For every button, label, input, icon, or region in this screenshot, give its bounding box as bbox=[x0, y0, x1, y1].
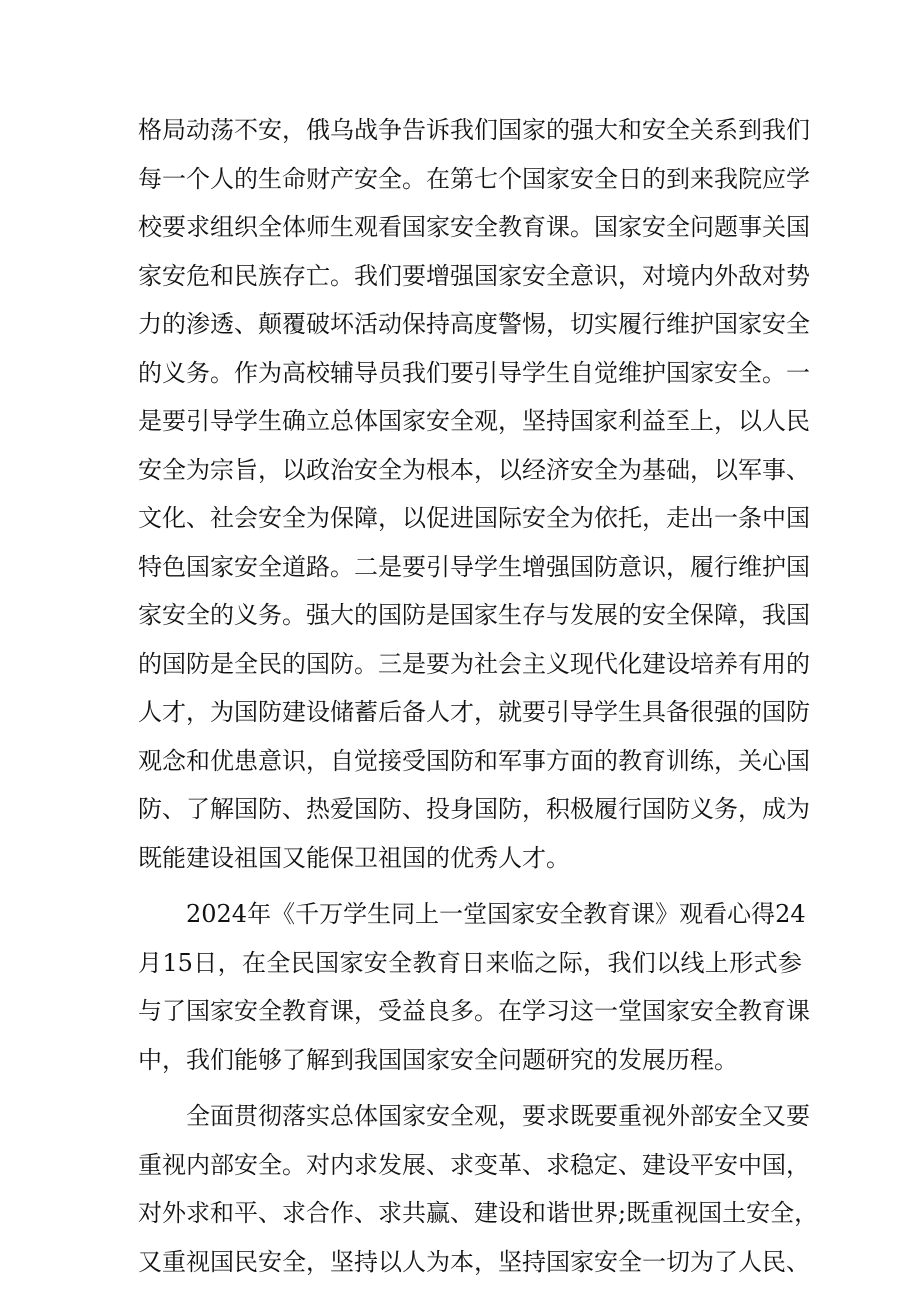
text-line: 安全为宗旨，以政治安全为根本，以经济安全为基础，以军事、 bbox=[138, 455, 810, 484]
paragraph-gap bbox=[138, 882, 802, 890]
text-line: 人才，为国防建设储蓄后备人才，就要引导学生具备很强的国防 bbox=[138, 698, 810, 726]
text-line: 中，我们能够了解到我国国家安全问题研究的发展历程。 bbox=[138, 1045, 738, 1074]
text-line: 的国防是全民的国防。三是要为社会主义现代化建设培养有用的 bbox=[138, 649, 810, 678]
text-line: 家安危和民族存亡。我们要增强国家安全意识，对境内外敌对势 bbox=[138, 261, 810, 290]
text-line: 文化、社会安全为保障，以促进国际安全为依托，走出一条中国 bbox=[138, 504, 810, 532]
paragraph-2 bbox=[138, 890, 810, 1084]
text-line: 全面贯彻落实总体国家安全观，要求既要重视外部安全又要 bbox=[186, 1102, 810, 1130]
text-line: 既能建设祖国又能保卫祖国的优秀人才。 bbox=[138, 843, 570, 872]
paragraph-1 bbox=[138, 106, 810, 882]
text-line: 格局动荡不安，俄乌战争告诉我们国家的强大和安全关系到我们 bbox=[138, 116, 810, 144]
text-line: 防、了解国防、热爱国防、投身国防，积极履行国防义务，成为 bbox=[138, 795, 810, 823]
text-line: 又重视国民安全，坚持以人为本，坚持国家安全一切为了人民、 bbox=[138, 1247, 810, 1276]
text-line: 对外求和平、求合作、求共赢、建设和谐世界;既重视国土安全， bbox=[138, 1199, 819, 1227]
text-line: 的义务。作为高校辅导员我们要引导学生自觉维护国家安全。一 bbox=[138, 358, 810, 387]
document-body bbox=[138, 106, 819, 1286]
text-line: 2024年《千万学生同上一堂国家安全教育课》观看心得24 bbox=[186, 900, 806, 928]
text-line: 观念和优患意识，自觉接受国防和军事方面的教育训练，关心国 bbox=[138, 746, 810, 775]
text-line: 重视内部安全。对内求发展、求变革、求稳定、建设平安中国， bbox=[138, 1150, 810, 1179]
text-line: 家安全的义务。强大的国防是国家生存与发展的安全保障，我国 bbox=[138, 601, 810, 629]
text-line: 与了国家安全教育课，受益良多。在学习这一堂国家安全教育课 bbox=[138, 997, 810, 1025]
text-line: 特色国家安全道路。二是要引导学生增强国防意识，履行维护国 bbox=[138, 552, 810, 581]
text-line: 校要求组织全体师生观看国家安全教育课。国家安全问题事关国 bbox=[138, 213, 810, 241]
text-line: 月15日，在全民国家安全教育日来临之际，我们以线上形式参 bbox=[138, 948, 802, 977]
paragraph-gap bbox=[138, 1084, 802, 1092]
text-line: 每一个人的生命财产安全。在第七个国家安全日的到来我院应学 bbox=[138, 164, 810, 193]
text-line: 力的渗透、颠覆破坏活动保持高度警惕，切实履行维护国家安全 bbox=[138, 310, 810, 338]
paragraph-3 bbox=[138, 1092, 819, 1286]
text-line: 是要引导学生确立总体国家安全观，坚持国家利益至上，以人民 bbox=[138, 407, 810, 435]
